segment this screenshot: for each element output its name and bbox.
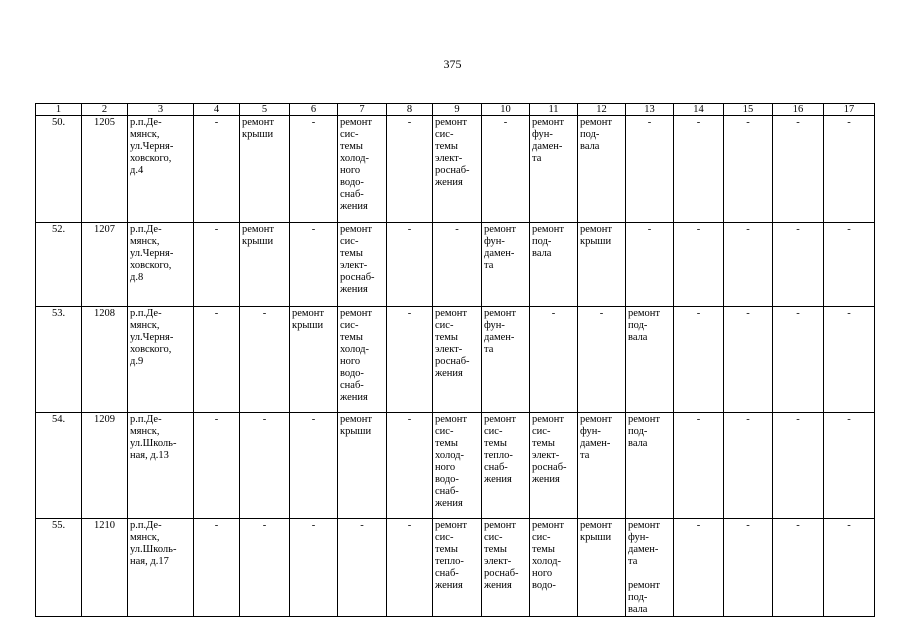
repair-cell-col-13: ремонт фун- дамен- та ремонт под- вала [626, 519, 674, 617]
address-cell: р.п.Де- мянск, ул.Черня- ховского, д.4 [128, 116, 194, 223]
repair-cell-col-4: - [194, 413, 240, 519]
repair-cell-col-17: - [824, 223, 875, 307]
address-cell: р.п.Де- мянск, ул.Школь- ная, д.17 [128, 519, 194, 617]
table-row [36, 116, 875, 223]
repair-cell-col-11: ремонт сис- темы холод- ного водо- [530, 519, 578, 617]
repair-cell-col-15: - [724, 307, 773, 413]
repair-cell-col-9: ремонт сис- темы тепло- снаб- жения [433, 519, 482, 617]
repair-cell-col-15: - [724, 519, 773, 617]
repair-schedule-table [35, 103, 875, 617]
repair-cell-col-14: - [674, 223, 724, 307]
repair-cell-col-11: ремонт под- вала [530, 223, 578, 307]
repair-cell-col-17: - [824, 116, 875, 223]
repair-cell-col-16: - [773, 223, 824, 307]
table-header-row [36, 104, 875, 116]
column-header-5: 5 [240, 104, 290, 116]
repair-cell-col-9: ремонт сис- темы холод- ного водо- снаб- жения [433, 413, 482, 519]
column-header-7: 7 [338, 104, 387, 116]
repair-cell-col-4: - [194, 519, 240, 617]
column-header-3: 3 [128, 104, 194, 116]
repair-cell-col-17: - [824, 519, 875, 617]
page-number: 375 [443, 57, 462, 71]
repair-cell-col-13: ремонт под- вала [626, 307, 674, 413]
repair-cell-col-13: - [626, 116, 674, 223]
repair-cell-col-15: - [724, 413, 773, 519]
repair-cell-col-5: - [240, 413, 290, 519]
repair-cell-col-6: ремонт крыши [290, 307, 338, 413]
repair-cell-col-7: ремонт сис- темы элект- роснаб- жения [338, 223, 387, 307]
column-header-9: 9 [433, 104, 482, 116]
repair-cell-col-5: ремонт крыши [240, 223, 290, 307]
repair-cell-col-4: - [194, 223, 240, 307]
repair-cell-col-4: - [194, 116, 240, 223]
repair-cell-col-5: - [240, 307, 290, 413]
repair-cell-col-7: ремонт сис- темы холод- ного водо- снаб- жения [338, 116, 387, 223]
repair-cell-col-11: ремонт сис- темы элект- роснаб- жения [530, 413, 578, 519]
repair-cell-col-14: - [674, 307, 724, 413]
repair-cell-col-5: - [240, 519, 290, 617]
object-id-cell: 1210 [82, 519, 128, 617]
address-cell: р.п.Де- мянск, ул.Черня- ховского, д.8 [128, 223, 194, 307]
repair-cell-col-8: - [387, 116, 433, 223]
repair-cell-col-10: ремонт сис- темы элект- роснаб- жения [482, 519, 530, 617]
repair-cell-col-14: - [674, 519, 724, 617]
repair-cell-col-12: ремонт крыши [578, 519, 626, 617]
repair-cell-col-8: - [387, 519, 433, 617]
row-number-cell: 55. [36, 519, 82, 617]
repair-cell-col-10: - [482, 116, 530, 223]
repair-cell-col-11: ремонт фун- дамен- та [530, 116, 578, 223]
repair-cell-col-15: - [724, 223, 773, 307]
repair-cell-col-9: - [433, 223, 482, 307]
repair-cell-col-14: - [674, 413, 724, 519]
address-cell: р.п.Де- мянск, ул.Школь- ная, д.13 [128, 413, 194, 519]
object-id-cell: 1205 [82, 116, 128, 223]
repair-cell-col-13: - [626, 223, 674, 307]
repair-cell-col-6: - [290, 519, 338, 617]
repair-cell-col-16: - [773, 116, 824, 223]
repair-cell-col-15: - [724, 116, 773, 223]
column-header-1: 1 [36, 104, 82, 116]
repair-cell-col-7: ремонт сис- темы холод- ного водо- снаб- жения [338, 307, 387, 413]
repair-cell-col-7: ремонт крыши [338, 413, 387, 519]
row-number-cell: 53. [36, 307, 82, 413]
address-cell: р.п.Де- мянск, ул.Черня- ховского, д.9 [128, 307, 194, 413]
table-row [36, 519, 875, 617]
object-id-cell: 1209 [82, 413, 128, 519]
row-number-cell: 54. [36, 413, 82, 519]
repair-cell-col-8: - [387, 307, 433, 413]
object-id-cell: 1208 [82, 307, 128, 413]
repair-cell-col-8: - [387, 223, 433, 307]
repair-cell-col-14: - [674, 116, 724, 223]
repair-cell-col-4: - [194, 307, 240, 413]
repair-cell-col-10: ремонт сис- темы тепло- снаб- жения [482, 413, 530, 519]
table-row [36, 223, 875, 307]
repair-cell-col-6: - [290, 413, 338, 519]
repair-cell-col-16: - [773, 519, 824, 617]
repair-cell-col-12: ремонт фун- дамен- та [578, 413, 626, 519]
column-header-6: 6 [290, 104, 338, 116]
table-row [36, 413, 875, 519]
repair-cell-col-11: - [530, 307, 578, 413]
repair-cell-col-12: ремонт под- вала [578, 116, 626, 223]
column-header-8: 8 [387, 104, 433, 116]
repair-cell-col-12: - [578, 307, 626, 413]
repair-cell-col-6: - [290, 223, 338, 307]
repair-cell-col-16: - [773, 307, 824, 413]
repair-cell-col-6: - [290, 116, 338, 223]
column-header-10: 10 [482, 104, 530, 116]
column-header-17: 17 [824, 104, 875, 116]
column-header-12: 12 [578, 104, 626, 116]
object-id-cell: 1207 [82, 223, 128, 307]
column-header-4: 4 [194, 104, 240, 116]
column-header-2: 2 [82, 104, 128, 116]
repair-cell-col-5: ремонт крыши [240, 116, 290, 223]
repair-cell-col-9: ремонт сис- темы элект- роснаб- жения [433, 116, 482, 223]
repair-cell-col-17: - [824, 413, 875, 519]
repair-cell-col-8: - [387, 413, 433, 519]
column-header-16: 16 [773, 104, 824, 116]
column-header-14: 14 [674, 104, 724, 116]
repair-cell-col-9: ремонт сис- темы элект- роснаб- жения [433, 307, 482, 413]
repair-cell-col-7: - [338, 519, 387, 617]
table-row [36, 307, 875, 413]
row-number-cell: 52. [36, 223, 82, 307]
row-number-cell: 50. [36, 116, 82, 223]
repair-cell-col-13: ремонт под- вала [626, 413, 674, 519]
repair-cell-col-10: ремонт фун- дамен- та [482, 307, 530, 413]
column-header-15: 15 [724, 104, 773, 116]
repair-cell-col-17: - [824, 307, 875, 413]
column-header-13: 13 [626, 104, 674, 116]
repair-cell-col-12: ремонт крыши [578, 223, 626, 307]
column-header-11: 11 [530, 104, 578, 116]
repair-cell-col-16: - [773, 413, 824, 519]
repair-cell-col-10: ремонт фун- дамен- та [482, 223, 530, 307]
